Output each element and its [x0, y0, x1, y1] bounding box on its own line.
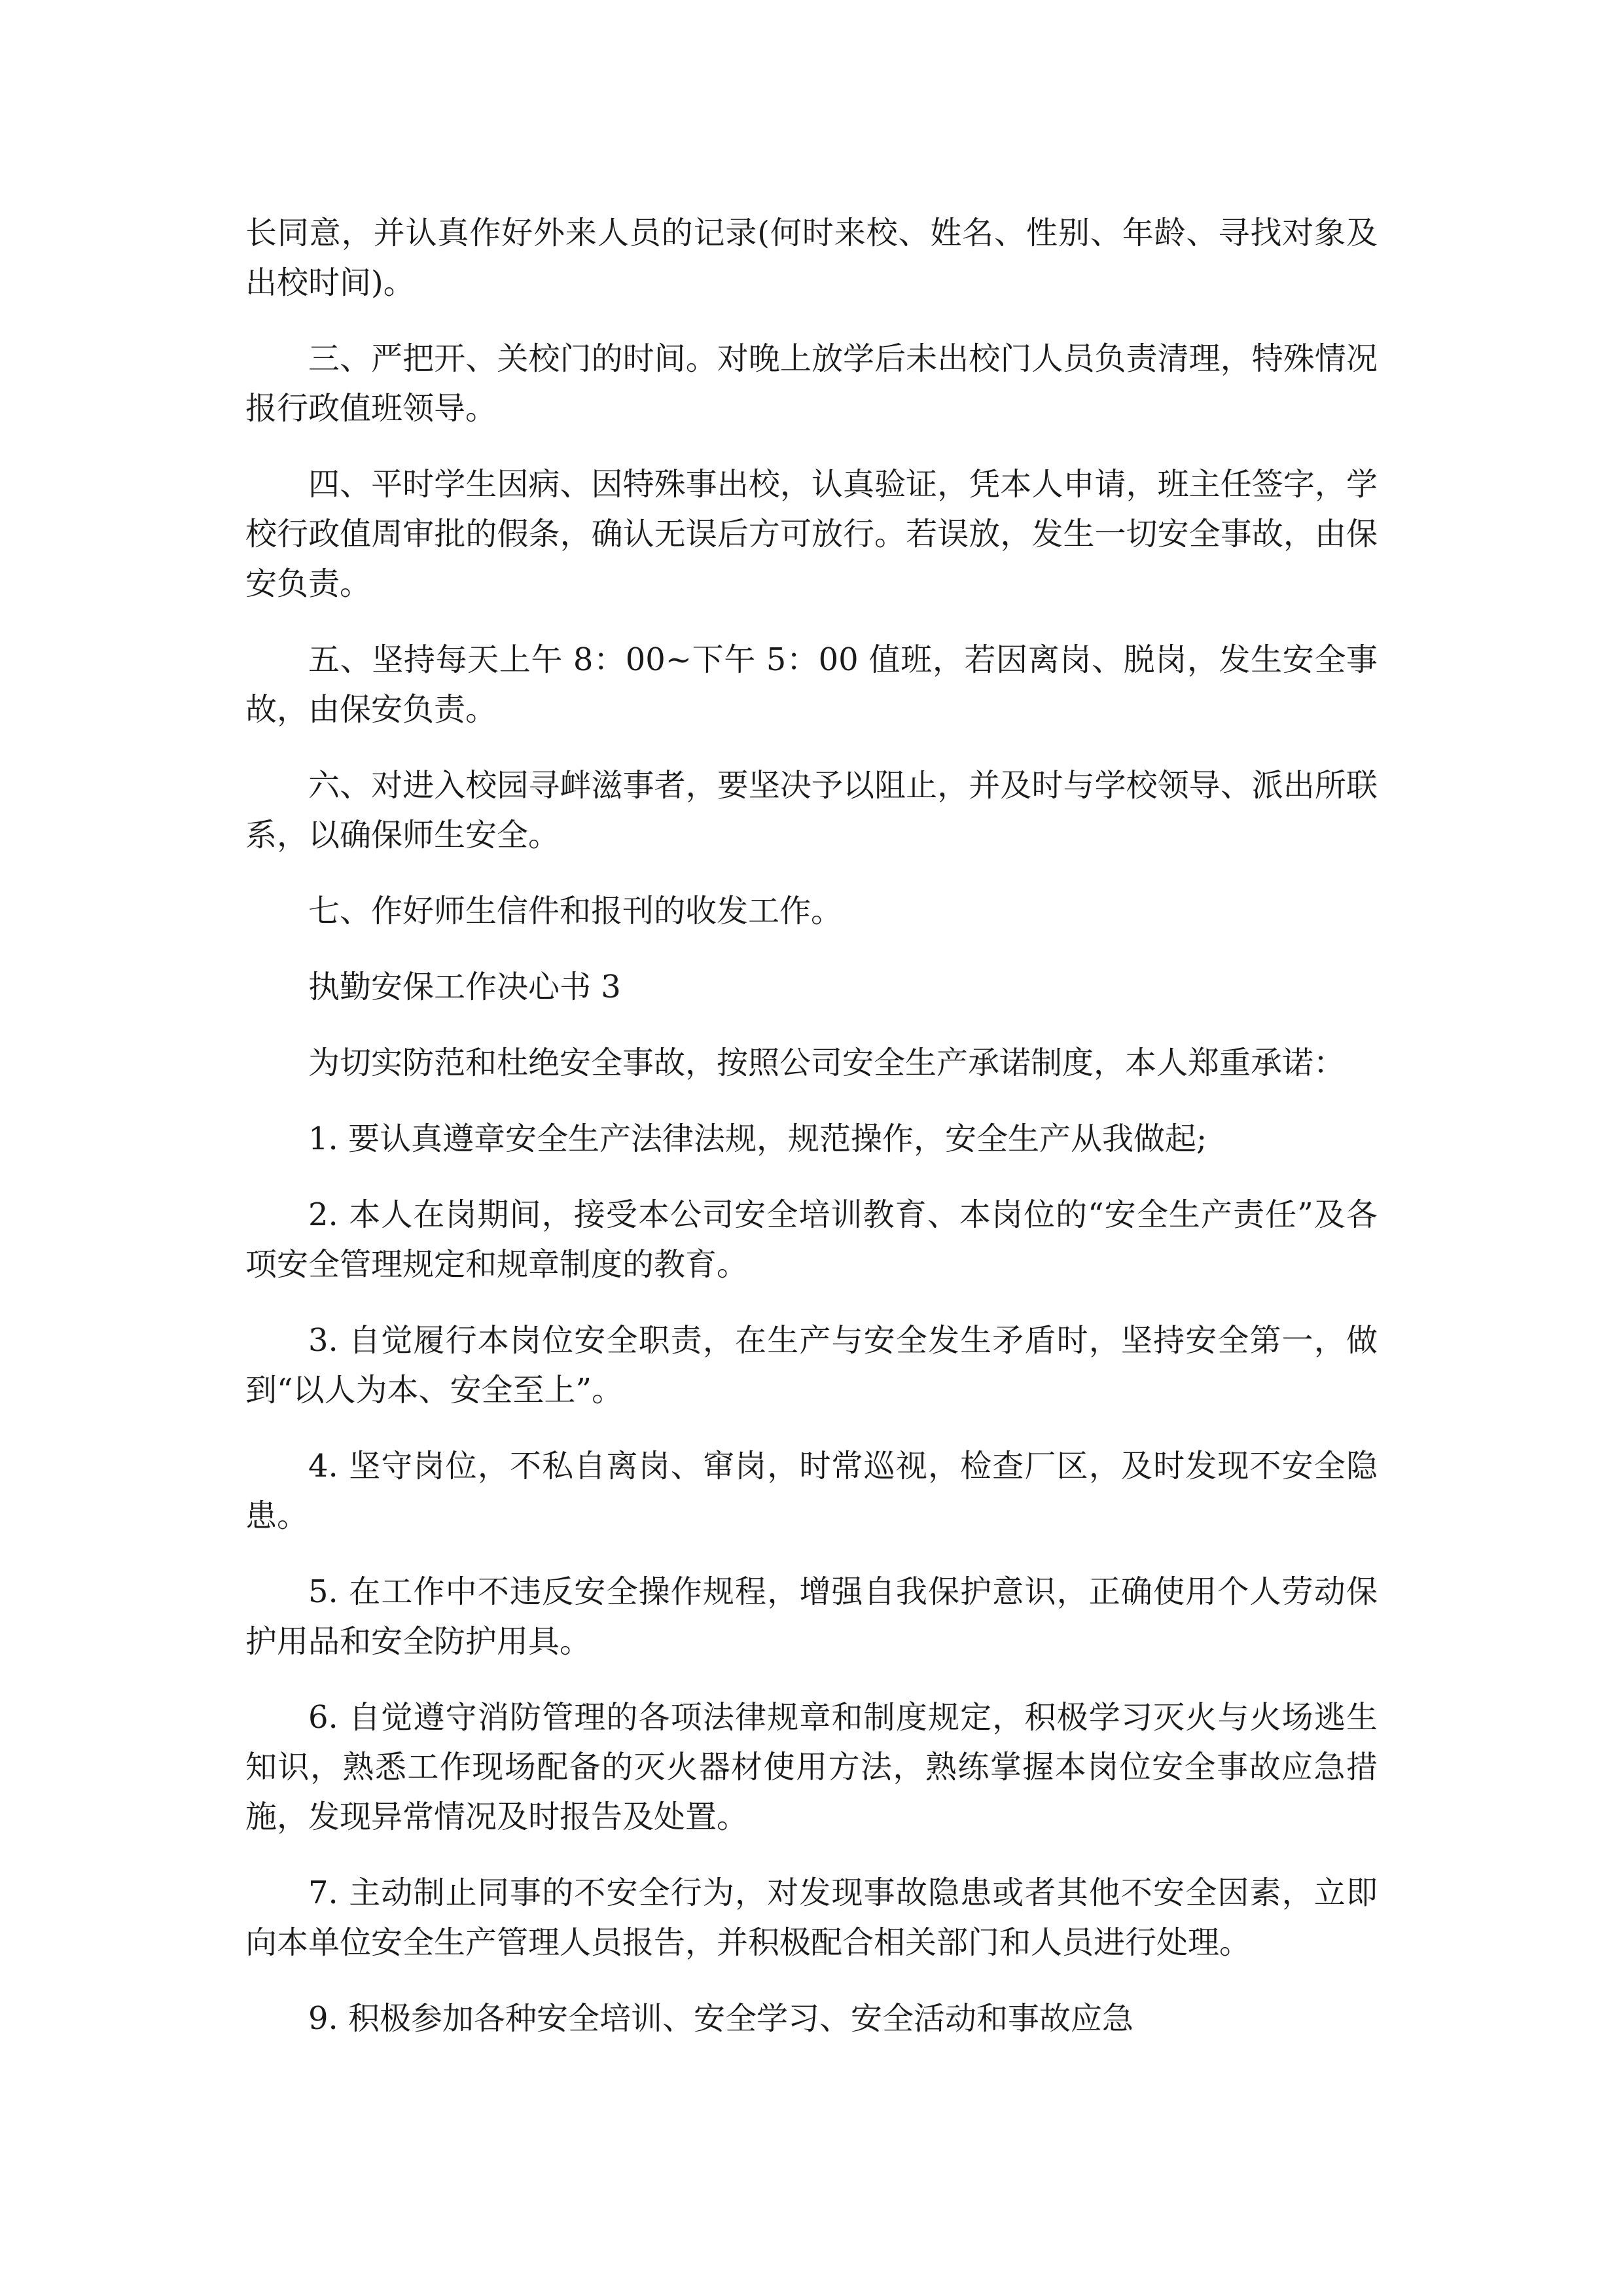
section-heading: 执勤安保工作决心书 3: [308, 969, 621, 1005]
paragraph-item-3: 三、严把开、关校门的时间。对晚上放学后未出校门人员负责清理，特殊情况报行政值班领导。: [245, 340, 1378, 427]
pledge-item-1: 1. 要认真遵章安全生产法律法规，规范操作，安全生产从我做起;: [308, 1121, 1207, 1157]
paragraph-item-7: 七、作好师生信件和报刊的收发工作。: [308, 893, 843, 929]
paragraph-item-5: 五、坚持每天上午 8：00~下午 5：00 值班，若因离岗、脱岗，发生安全事故，由保安负责。: [245, 641, 1378, 728]
paragraph-intro: 为切实防范和杜绝安全事故，按照公司安全生产承诺制度，本人郑重承诺：: [308, 1045, 1346, 1081]
paragraph-continuation: 长同意，并认真作好外来人员的记录(何时来校、姓名、性别、年龄、寻找对象及出校时间)。: [245, 215, 1378, 301]
pledge-item-5: 5. 在工作中不违反安全操作规程，增强自我保护意识，正确使用个人劳动保护用品和安全防护用具。: [245, 1573, 1378, 1660]
paragraph-item-6: 六、对进入校园寻衅滋事者，要坚决予以阻止，并及时与学校领导、派出所联系，以确保师生安全。: [245, 767, 1378, 853]
paragraph-item-4: 四、平时学生因病、因特殊事出校，认真验证，凭本人申请，班主任签字，学校行政值周审批的假条，确认无误后方可放行。若误放，发生一切安全事故，由保安负责。: [245, 466, 1378, 602]
pledge-item-9: 9. 积极参加各种安全培训、安全学习、安全活动和事故应急: [308, 2000, 1134, 2037]
pledge-item-3: 3. 自觉履行本岗位安全职责，在生产与安全发生矛盾时，坚持安全第一，做到“以人为本、安全至上”。: [245, 1322, 1378, 1408]
pledge-item-7: 7. 主动制止同事的不安全行为，对发现事故隐患或者其他不安全因素，立即向本单位安全生产管理人员报告，并积极配合相关部门和人员进行处理。: [245, 1874, 1378, 1961]
pledge-item-2: 2. 本人在岗期间，接受本公司安全培训教育、本岗位的“安全生产责任”及各项安全管理规定和规章制度的教育。: [245, 1196, 1378, 1283]
pledge-item-6: 6. 自觉遵守消防管理的各项法律规章和制度规定，积极学习灭火与火场逃生知识，熟悉工作现场配备的灭火器材使用方法，熟练掌握本岗位安全事故应急措施，发现异常情况及时报告及处置。: [245, 1699, 1378, 1835]
pledge-item-4: 4. 坚守岗位，不私自离岗、窜岗，时常巡视，检查厂区，及时发现不安全隐患。: [245, 1448, 1378, 1534]
document-body: [245, 208, 1378, 2070]
